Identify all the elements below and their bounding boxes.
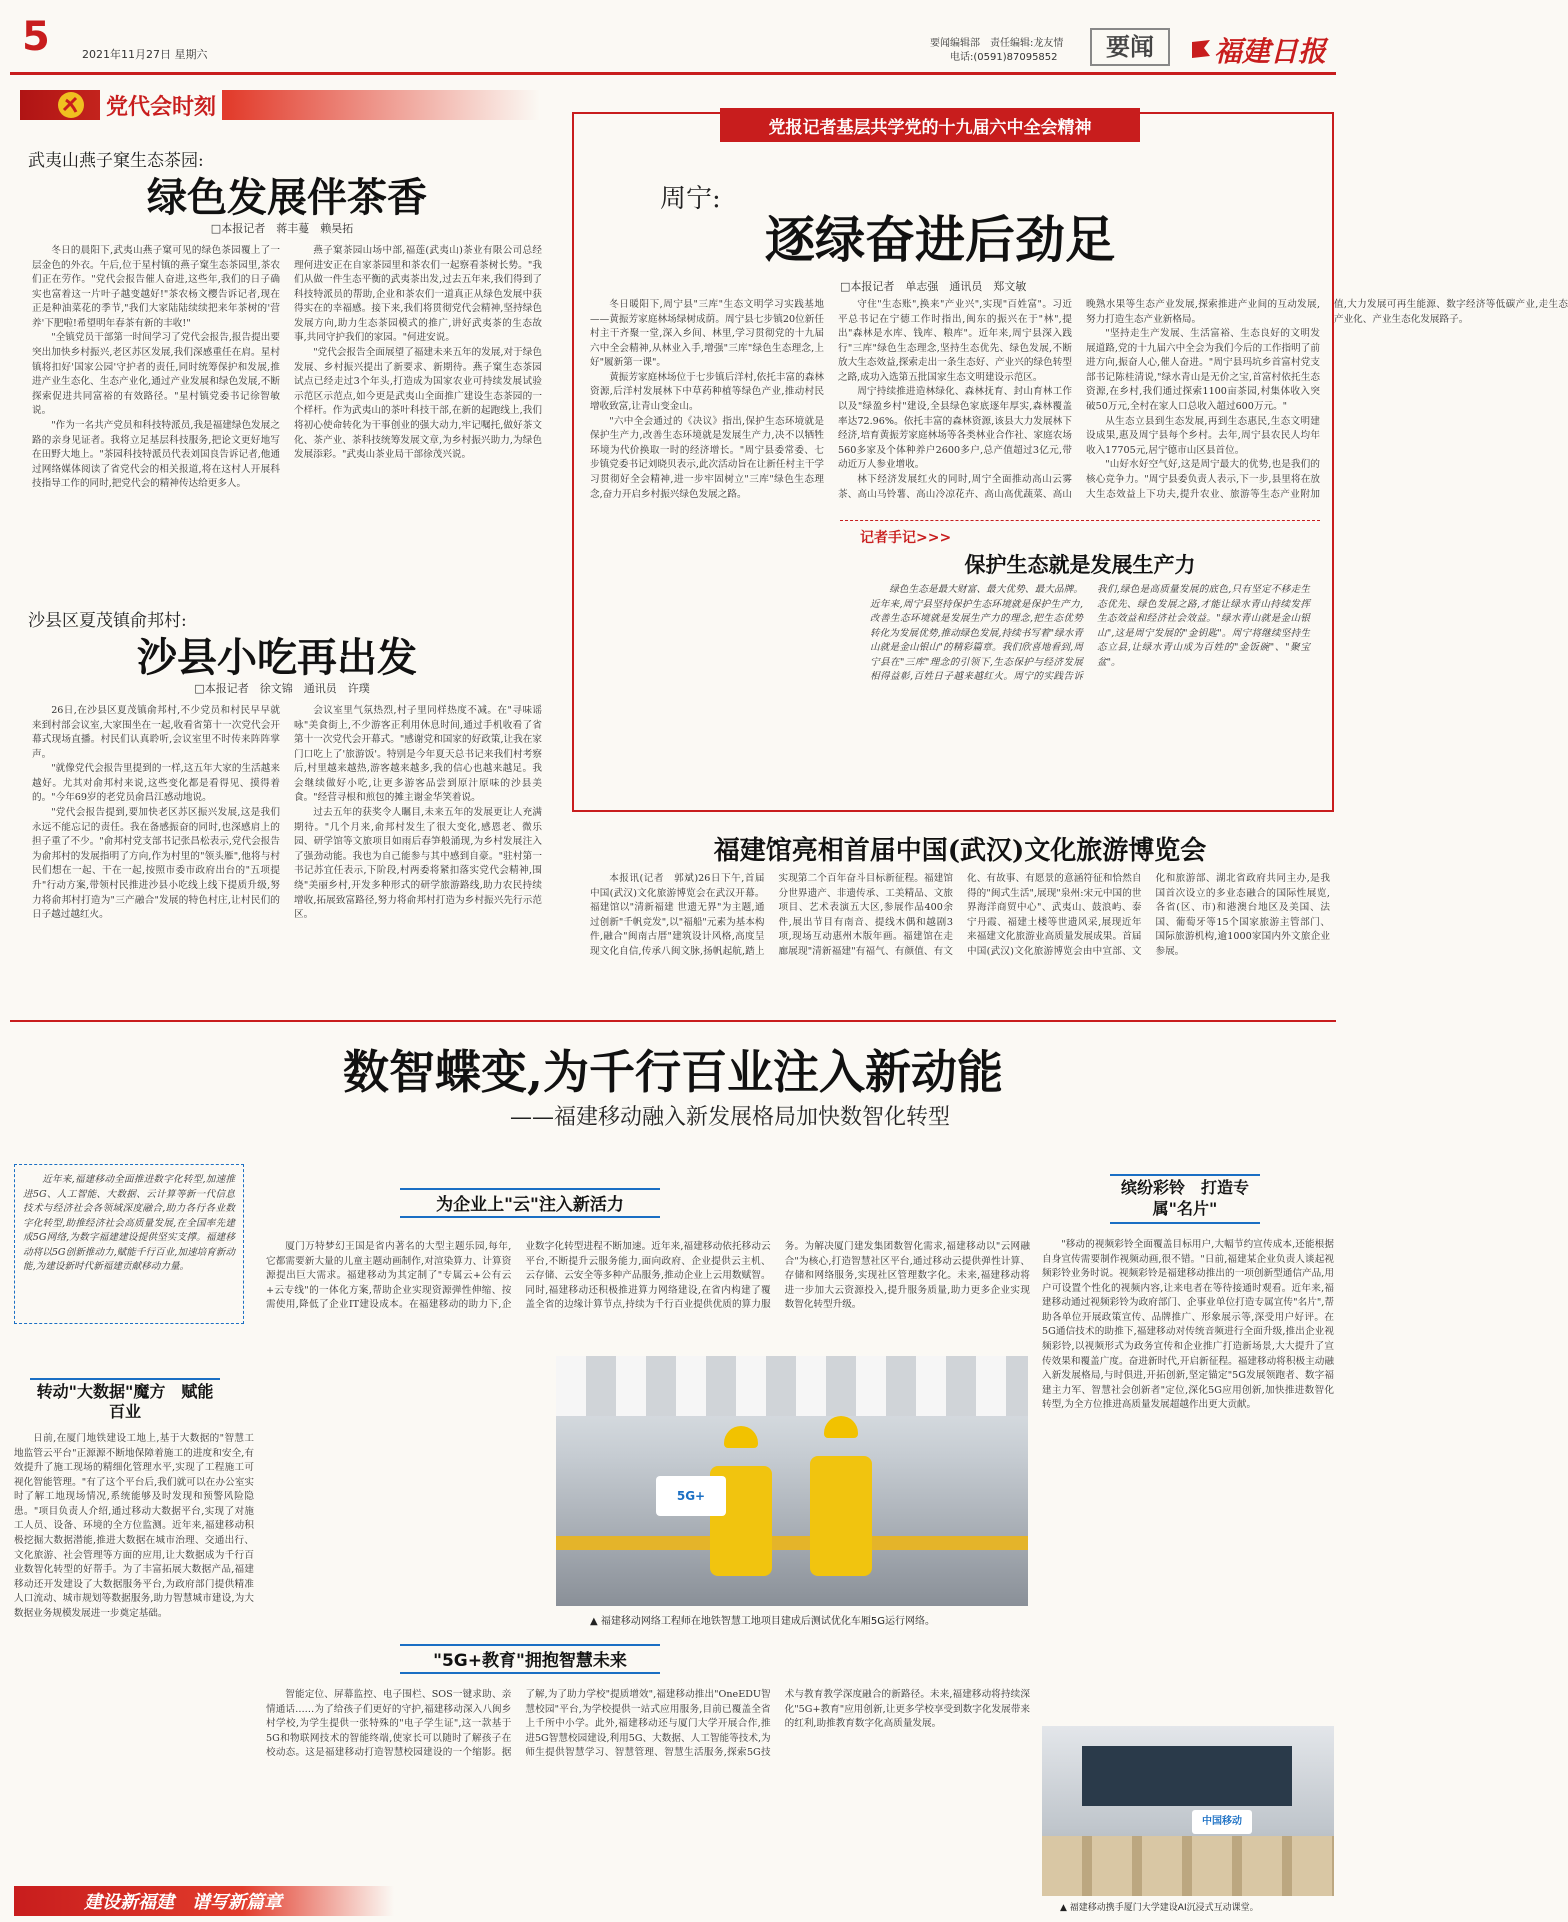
hard-hat-icon [824, 1416, 858, 1438]
paragraph: "作为一名共产党员和科技特派员,我是福建绿色发展之路的亲身见证者。我将立足基层科技服务,把论文更好地写在田野大地上。"茶园科技特派员代表刘国良告诉记者,他通过网络媒体阅读了省党代会的相关报道,将在这村人开展科技指导工作的同时,把党代会的精神传达给更多人。 [32, 419, 280, 490]
paragraph: 燕子窠茶园山场中部,福莲(武夷山)茶业有限公司总经理何进安正在自家茶园里和茶农们一起察看茶树长势。"我们从做一件生态平衡的武夷茶出发,过去五年来,我们得到了科技特派员的帮助,企业和茶农们一道真正从绿色发展中获得实在的幸福感。接下来,我们将贯彻党代会精神,坚持绿色发展方向,助力生态茶园模式的推广,讲好武夷茶的生态故事,共同守护我们的家园。"何进安说。 [294, 245, 542, 344]
article-byline: □本报记者 徐文锦 通讯员 许璞 [194, 682, 370, 695]
classroom-desks [1042, 1836, 1334, 1896]
article-byline: □本报记者 蒋丰蔓 赖昊拓 [210, 222, 354, 235]
paragraph: "山好水好空气好,这是周宁最大的优势,也是我们的核心竞争力。"周宁县委负责人表示,下一步,县里将在放大生态效益上下功夫,提升农业、旅游等生态产业附加值,大力发展可再生能源、数字经济等低碳产业,走生态产业化、产业生态化发展路子。 [1086, 299, 1568, 500]
paragraph: 守住"生态账",换来"产业兴",实现"百姓富"。习近平总书记在宁德工作时指出,闽东的振兴在于"林",提出"森林是水库、钱库、粮库"。近年来,周宁县深入践行"三库"绿色生态理念,坚持生态优先、绿色发展,不断放大生态效益,探索走出一条生态好、产业兴的绿色转型之路,成功入选第五批国家生态文明建设示范区。 [838, 299, 1072, 383]
article-wuyishan [22, 140, 542, 560]
article-kicker: 武夷山燕子窠生态茶园: [28, 151, 204, 171]
paragraph: 林下经济发展红火的同时,周宁全面推动高山云雾茶、高山马铃薯、高山冷凉花卉、高山高优蔬菜、高山晚熟水果等生态产业发展,探索推进产业间的互动发展,努力打造生态产业新格局。 [838, 299, 1320, 500]
paper-name: 福建日报 [1214, 35, 1327, 68]
section-tag: 要闻 [1090, 28, 1170, 66]
sec3-heading [400, 1644, 660, 1674]
paragraph: "党代会报告提到,要加快老区苏区振兴发展,这是我们永远不能忘记的责任。我在备感振奋的同时,也深感肩上的担子重了不少。"俞邦村党支部书记张昌松表示,党代会报告为俞邦村的发展指明了方向,作为村里的"领头雁",他将与村民们想在一起、干在一起,按照市委市政府出台的"五项提升"行动方案,带领村民推进沙县小吃线上线下提质升级,努力将俞邦村打造为"三产融合"发展的特色村庄,让村民们的日子越过越红火。 [32, 807, 280, 921]
page-header [0, 0, 1346, 78]
classroom-photo-caption: ▲ 福建移动携手厦门大学建设AI沉浸式互动课堂。 [1060, 1903, 1259, 1913]
sec2-heading-label: 为企业上"云"注入新活力 [436, 1195, 624, 1215]
page-number: 5 [22, 14, 50, 60]
party-congress-banner-label: 党代会时刻 [100, 90, 222, 121]
section-divider [10, 1020, 1336, 1022]
sec2-body: 厦门万特梦幻王国是省内著名的大型主题乐园,每年,它都需要新大量的儿童主题动画制作,对渲染算力、计算资源提出巨大需求。福建移动为其定制了"专属云+公有云+云专线"的一体化方案,帮助企业实现资源弹性伸缩、按需使用,降低了企业IT建设成本。在福建移动的助力下,企业数字化转型进程不断加速。近年来,福建移动依托移动云平台,不断提升云服务能力,面向政府、企业提供云主机、云存储、云安全等多种产品服务,推动企业上云用数赋智。同时,福建移动还积极推进算力网络建设,在省内构建了覆盖全省的边缘计算节点,持续为千行百业提供优质的算力服务。为解决厦门建发集团数智化需求,福建移动以"云网融合"为核心,打造智慧社区平台,通过移动云提供弹性计算、存储和网络服务,实现社区管理数字化。未来,福建移动将进一步加大云资源投入,提升服务质量,助力更多企业实现数智化转型升级。 [266, 1241, 1030, 1311]
mobile-subtitle: ——福建移动融入新发展格局加快数智化转型 [509, 1105, 950, 1130]
article-body [32, 244, 542, 560]
paragraph: 冬日暖阳下,周宁县"三库"生态文明学习实践基地——黄振芳家庭林场绿树成荫。周宁县七步镇20位新任村主干齐聚一堂,深入乡间、林里,学习贯彻党的十九届六中全会精神,从林业入手,增强"三库"绿色生态理念,上好"履新第一课"。 [590, 299, 824, 369]
paragraph: 黄振芳家庭林场位于七步镇后洋村,依托丰富的森林资源,后洋村发展林下中草药种植等绿色产业,推动村民增收致富,让青山变金山。 [590, 371, 824, 413]
paragraph: 从生态立县到生态发展,再到生态惠民,生态文明建设成果,惠及周宁县每个乡村。去年,周宁县农民人均年收入17705元,居宁德市山区县首位。 [1086, 415, 1320, 456]
reporter-notes-label: 记者手记>>> [860, 530, 952, 546]
zhouning-byline: □本报记者 单志强 通讯员 郑文敏 [840, 280, 1027, 293]
sec1-heading-label: 转动"大数据"魔方 赋能百业 [36, 1382, 214, 1421]
sec2-heading [400, 1188, 660, 1218]
article-title: 沙县小吃再出发 [137, 634, 417, 681]
paragraph: "坚持走生产发展、生活富裕、生态良好的文明发展道路,党的十九届六中全会为我们今后的工作指明了前进方向,振奋人心,催人奋进。"周宁县玛坑乡首富村党支部书记陈桂清说,"绿水青山是无价之宝,首富村依托生态资源,在乡村,我们通过探索1100亩茶园,村集体收入突破50万元,全村在家人口总收入超过600万元。" [1086, 328, 1320, 413]
bottom-banner-label: 建设新福建 谱写新篇章 [84, 1892, 282, 1913]
paper-logo [1190, 26, 1330, 70]
zhouning-body [590, 298, 1568, 512]
paragraph: 会议室里气氛热烈,村子里同样热度不减。在"寻味谣咏"美食街上,不少游客正利用休息时间,通过手机收看了省第十一次党代会开幕式。"感谢党和国家的好政策,让我在家门口吃上了'旅游饭'。特别是今年夏天总书记来我们村考察后,村里越来越热,游客越来越多,我的信心也越来越足。我会继续做好小吃,让更多游客品尝到原汁原味的沙县美食。"经营寻根和煎包的摊主谢金华笑着说。 [294, 705, 542, 804]
paragraph: "就像党代会报告里提到的一样,这五年大家的生活越来越好。尤其对俞邦村来说,这些变化都是看得见、摸得着的。"今年69岁的老党员俞昌江感动地说。 [32, 763, 280, 804]
reporter-notes-body: 绿色生态是最大财富、最大优势、最大品牌。近年来,周宁县坚持保护生态环境就是保护生产力,改善生态环境就是发展生产力的理念,把生态优势转化为发展优势,推动绿色发展,持续书写着"绿水青山就是金山银山"的精彩篇章。我们欣喜地看到,周宁县在"三库"理念的引领下,生态保护与经济发展相得益彰,百姓日子越来越红火。周宁的实践告诉我们,绿色是高质量发展的底色,只有坚定不移走生态优先、绿色发展之路,才能让绿水青山持续发挥生态效益和经济社会效益。"绿水青山就是金山银山",这是周宁发展的"金钥匙"。周宁将继续坚持生态立县,让绿水青山成为百姓的"金饭碗"、"聚宝盆"。 [870, 584, 1310, 683]
article-kicker: 沙县区夏茂镇俞邦村: [28, 611, 187, 631]
5g-badge: 中国移动 [1192, 1810, 1252, 1834]
hard-hat-icon [724, 1426, 758, 1448]
zhouning-title: 逐绿奋进后劲足 [765, 210, 1115, 269]
article-body [32, 704, 542, 1020]
article-title: 绿色发展伴茶香 [147, 174, 427, 221]
zhouning-kicker: 周宁: [660, 184, 721, 214]
paragraph: "全镇党员干部第一时间学习了党代会报告,报告提出要突出加快乡村振兴,老区苏区发展,我们深感重任在肩。星村镇将扣好'国家公园'守护者的责任,同时统筹保护和发展,推进产业生态化、生态产业化,通过产业发展和绿色发展,不断探索促进共同富裕的有效路径。"星村镇党委书记徐智敏说。 [32, 332, 280, 417]
reporter-notes-title: 保护生态就是发展生产力 [964, 552, 1196, 577]
zhouning-banner-label: 党报记者基层共学党的十九届六中全会精神 [768, 117, 1092, 138]
paragraph: 26日,在沙县区夏茂镇俞邦村,不少党员和村民早早就来到村部会议室,大家围坐在一起,收看省第十一次党代会开幕式现场直播。村民们认真聆听,会议室里不时传来阵阵掌声。 [32, 705, 280, 760]
sec1-body: 日前,在厦门地铁建设工地上,基于大数据的"智慧工地监管云平台"正源源不断地保障着施工的进度和安全,有效提升了施工现场的精细化管理水平,实现了工程施工可视化智能管理。"有了这个平台后,我们就可以在办公室实时了解工地现场情况,系统能够及时发现和预警风险隐患。"项目负责人介绍,通过移动大数据平台,实现了对施工人员、设备、环境的全方位监测。近年来,福建移动积极挖掘大数据潜能,推进大数据在城市治理、交通出行、文化旅游、社会管理等方面的应用,让大数据成为千行百业数智化转型的好帮手。为了丰富拓展大数据产品,福建移动还开发建设了大数据服务平台,为政府部门提供精准人口流动、城市规划等数据服务,助力智慧城市建设,为大数据业务规模发展进一步奠定基础。 [14, 1433, 254, 1619]
party-congress-banner [20, 90, 540, 120]
subway-platform-edge [556, 1536, 1028, 1550]
subway-photo [556, 1356, 1028, 1606]
editors-info: 要闻编辑部 责任编辑:龙友情 [930, 38, 1064, 49]
phone-info: 电话:(0591)87095852 [950, 52, 1058, 63]
header-rule [10, 72, 1336, 75]
mobile-title: 数智蝶变,为千行百业注入新动能 [342, 1045, 1003, 1099]
paragraph: 周宁持续推进造林绿化、森林抚育、封山育林工作以及"绿盈乡村"建设,全县绿色家底逐年厚实,森林覆盖率达72.96%。依托丰富的森林资源,该县大力发展林下经济,培育黄振芳家庭林场等各类林业合作社、家庭农场560多家及个体种养户2600多户,总产值超过3亿元,带动近万人参业增收。 [838, 386, 1072, 471]
subway-ceiling-lights [556, 1356, 1028, 1416]
sec4-heading [1110, 1174, 1260, 1224]
sec4-heading-label: 缤纷彩铃 打造专属"名片" [1120, 1178, 1249, 1218]
bottom-banner [14, 1886, 394, 1916]
left-section [0, 80, 560, 1020]
worker-figure [806, 1416, 876, 1596]
issue-date: 2021年11月27日 星期六 [82, 48, 208, 61]
5g-badge: 5G+ [656, 1476, 726, 1516]
safety-vest [810, 1456, 872, 1576]
paragraph: "六中全会通过的《决议》指出,保护生态环境就是保护生产力,改善生态环境就是发展生产力,决不以牺牲环境为代价换取一时的经济增长。"周宁县委常委、七步镇党委书记刘晓贝表示,此次活动旨在让新任村主干学习贯彻好全会精神,进一步牢固树立"三库"绿色生态理念,奋力开启乡村振兴绿色发展之路。 [590, 415, 824, 500]
classroom-screen [1082, 1746, 1292, 1806]
paper-logo-flag-icon [1190, 38, 1212, 60]
zhouning-lower-left [590, 520, 830, 780]
wuhan-body: 本报讯(记者 郭斌)26日下午,首届中国(武汉)文化旅游博览会在武汉开幕。福建馆以"清新福建 世遗无界"为主题,通过创新"千帆竞发",以"福船"元素为基本构件,融合"闽南古厝"建筑设计风格,高度呈现文化自信,传承八闽文脉,扬帆起航,踏上实现第二个百年奋斗目标新征程。福建馆分世界遗产、非遗传承、工美精品、文旅项目、艺术表演五大区,参展作品400余件,展出节目有南音、提线木偶和越剧3项,现场互动惠州木版年画。福建馆在走廊展现"清新福建"有福气、有颜值、有文化、有故事、有愿景的意涵符征和恰然自得的"闽式生活",展现"泉州:宋元中国的世界海洋商贸中心"、武夷山、鼓浪屿、泰宁丹霞、福建土楼等世遗风采,展现近年来福建文化旅游业高质量发展成果。首届中国(武汉)文化旅游博览会由中宣部、文化和旅游部、湖北省政府共同主办,是我国首次设立的多业态融合的国际性展览,各省(区、市)和港澳台地区及美国、法国、葡萄牙等15个国家旅游主管部门、国际旅游机构,逾1000家国内外文旅企业参展。 [590, 873, 1330, 957]
paragraph: "党代会报告全面展望了福建未来五年的发展,对于绿色发展、乡村振兴提出了新要求、新期待。燕子窠生态茶园试点已经走过3个年头,打造成为国家农业可持续发展试验示范区示范点,如今更是武夷山全面推广建设生态茶园的一个样杆。作为武夷山的茶叶科技干部,在新的起跑线上,我们将初心使命转化为干事创业的强大动力,牢记嘱托,做好茶文化、茶产业、茶科技统筹发展文章,为乡村振兴助力,为绿色发展添彩。"武夷山茶业局干部徐茂兴说。 [294, 347, 542, 461]
reporter-notes-box [840, 520, 1320, 780]
paragraph: 过去五年的获奖令人瞩目,未来五年的发展更让人充满期待。"几个月来,俞邦村发生了很大变化,感恩老、微乐园、研学馆等文旅项目如雨后春笋般涌现,为乡村发展注入了强劲动能。我也为自己能参与其中感到自豪。"驻村第一书记苏宜任表示,下阶段,村两委将紧扣落实党代会精神,围绕"美丽乡村,开发多种形式的研学旅游路线,助力农民持续增收,拓展致富路径,努力将俞邦村打造为乡村振兴先行示范区。 [294, 807, 542, 921]
sec4-body: "移动的视频彩铃全面覆盖目标用户,大幅节约宣传成本,还能根据自身宣传需要制作视频动画,很不错。"日前,福建某企业负责人谈起视频彩铃业务时说。视频彩铃是福建移动推出的一项创新型通信产品,用户可设置个性化的视频内容,让来电者在等待接通时观看。近年来,福建移动通过视频彩铃为政府部门、企事业单位打造专属宣传"名片",帮助各单位开展政策宣传、品牌推广、形象展示等,深受用户好评。在5G通信技术的助推下,福建移动对传统音频进行全面升级,推出企业视频彩铃,以视频形式为政务宣传和企业推广打造新场景,大大提升了宣传效果和覆盖广度。奋进新时代,开启新征程。福建移动将积极主动融入新发展格局,与时俱进,开拓创新,坚定锚定"5G发展领跑者、数字福建主力军、智慧社会创新者"定位,深化5G应用创新,加快推进数智化转型,为全方位推进高质量发展超越作出更大贡献。 [1042, 1239, 1334, 1411]
sec3-body: 智能定位、屏幕监控、电子围栏、SOS一键求助、亲情通话……为了给孩子们更好的守护,福建移动深入八闽乡村学校,为学生提供一张特殊的"电子学生证",这一款基于5G和物联网技术的智能终端,使家长可以随时了解孩子在校动态。这是福建移动打造智慧校园建设的一个缩影。据了解,为了助力学校"提质增效",福建移动推出"OneEDU智慧校园"平台,为学校提供一站式应用服务,目前已覆盖全省上千所中小学。此外,福建移动还与厦门大学开展合作,推进5G智慧校园建设,利用5G、大数据、人工智能等技术,为师生提供智慧学习、智慧管理、智慧生活服务,探索5G技术与教育教学深度融合的新路径。未来,福建移动将持续深化"5G+教育"应用创新,让更多学校享受到数字化发展带来的红利,助推教育数字化高质量发展。 [266, 1689, 1030, 1759]
paragraph: 冬日的晨阳下,武夷山燕子窠可见的绿色茶园覆上了一层金色的外衣。午后,位于星村镇的燕子窠生态茶园里,茶农们正在劳作。"党代会报告催人奋进,这些年,我们的日子确实也富着这一片叶子越变越好!"茶农杨文樱告诉记者,现在正是种油菜花的季节,"我们大家陆陆续续把来年茶树的'营养'下肥啦!希望明年春茶有新的丰收!" [32, 245, 280, 329]
party-emblem-icon [56, 90, 86, 120]
sec3-heading-label: "5G+教育"拥抱智慧未来 [433, 1651, 627, 1671]
wuhan-title: 福建馆亮相首届中国(武汉)文化旅游博览会 [713, 836, 1207, 866]
zhouning-banner [720, 108, 1140, 142]
subway-photo-caption: ▲ 福建移动网络工程师在地铁智慧工地项目建成后测试优化车厢5G运行网络。 [590, 1616, 935, 1627]
mobile-intro-box: 近年来,福建移动全面推进数字化转型,加速推进5G、人工智能、大数据、云计算等新一代信息技术与经济社会各领域深度融合,助力各行各业数字化转型,助推经济社会高质量发展,在全国率先建成5G网络,为数字福建建设提供坚实支撑。福建移动将以5G创新推动力,赋能千行百业,加速培育新动能,为建设新时代新福建贡献移动力量。 [14, 1164, 244, 1324]
classroom-photo [1042, 1726, 1334, 1896]
article-shaxian [22, 600, 542, 1020]
sec1-heading [30, 1378, 220, 1422]
